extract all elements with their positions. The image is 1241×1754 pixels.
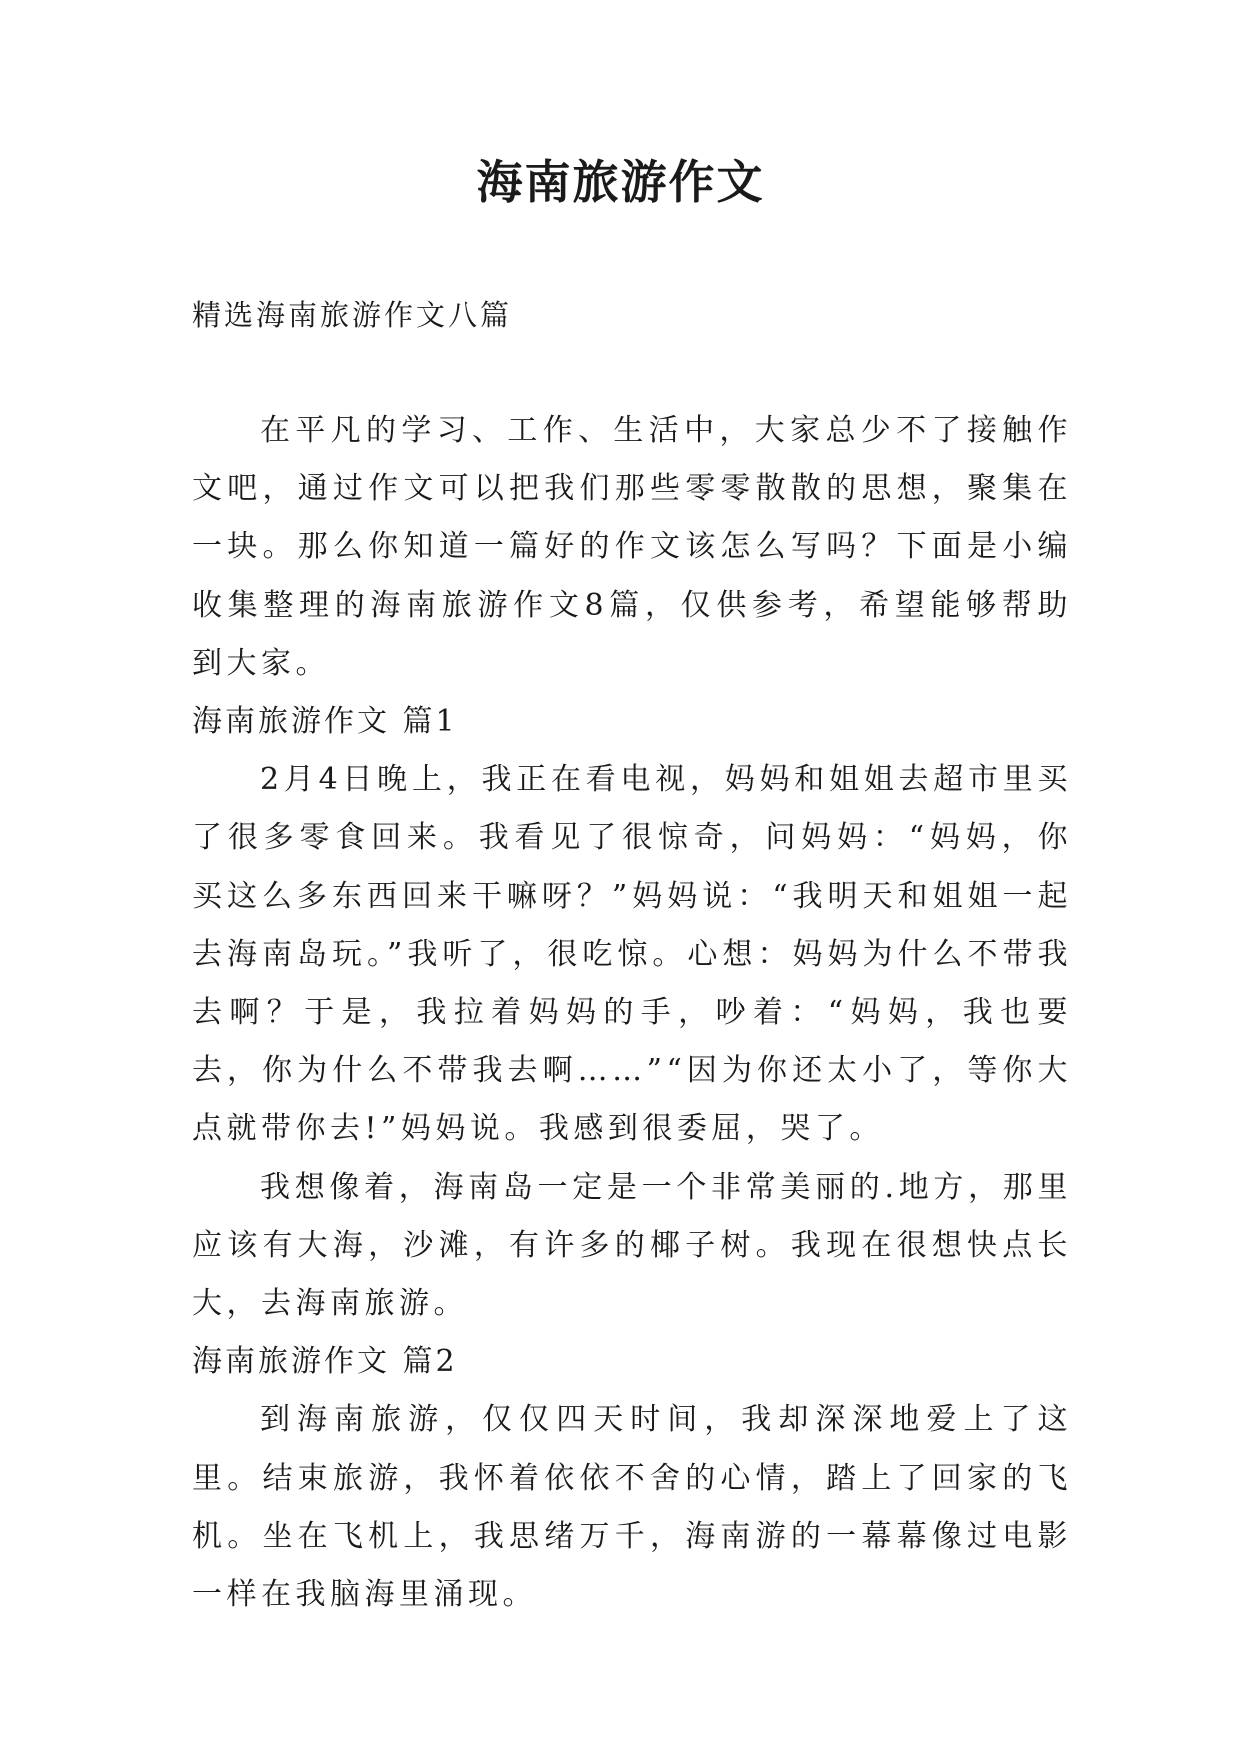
- essay-1-paragraph-1: 2月4日晚上，我正在看电视，妈妈和姐姐去超市里买了很多零食回来。我看见了很惊奇，问妈妈：“妈妈，你买这么多东西回来干嘛呀？”妈妈说：“我明天和姐姐一起去海南岛玩。”我听了，很吃惊。心想：妈妈为什么不带我去啊？于是，我拉着妈妈的手，吵着：“妈妈，我也要去，你为什么不带我去啊……”“因为你还太小了，等你大点就带你去!”妈妈说。我感到很委屈，哭了。: [192, 762, 1072, 1147]
- essay-1-heading: 海南旅游作文 篇1: [192, 704, 458, 740]
- document-body: [192, 402, 1072, 1624]
- document-title: 海南旅游作文: [476, 155, 765, 209]
- essay-2-heading: 海南旅游作文 篇2: [192, 1344, 458, 1380]
- document-subtitle: 精选海南旅游作文八篇: [192, 298, 513, 332]
- intro-paragraph: 在平凡的学习、工作、生活中，大家总少不了接触作文吧，通过作文可以把我们那些零零散散的思想，聚集在一块。那么你知道一篇好的作文该怎么写吗？下面是小编收集整理的海南旅游作文8篇，仅供参考，希望能够帮助到大家。: [192, 413, 1072, 681]
- essay-1-paragraph-2: 我想像着，海南岛一定是一个非常美丽的.地方，那里应该有大海，沙滩，有许多的椰子树。我现在很想快点长大，去海南旅游。: [192, 1169, 1072, 1322]
- essay-2-paragraph-1: 到海南旅游，仅仅四天时间，我却深深地爱上了这里。结束旅游，我怀着依依不舍的心情，踏上了回家的飞机。坐在飞机上，我思绪万千，海南游的一幕幕像过电影一样在我脑海里涌现。: [192, 1402, 1072, 1613]
